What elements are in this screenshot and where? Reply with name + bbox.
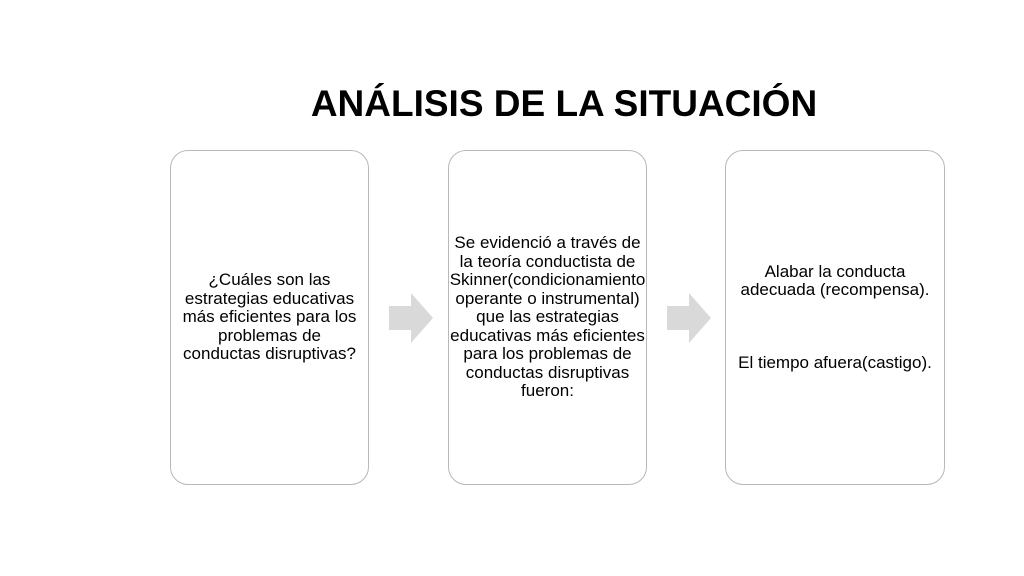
finding-box bbox=[448, 150, 647, 485]
question-text: ¿Cuáles son las estrategias educativas más eficientes para los problemas de conductas disruptivas? bbox=[182, 270, 357, 364]
right-arrow-icon bbox=[389, 293, 433, 343]
strategy-praise-text: Alabar la conducta adecuada (recompensa). bbox=[740, 261, 930, 300]
finding-text: Se evidenció a través de la teoría conductista de Skinner(condicionamiento operante o instrumental) que las estrategias educativas más eficientes para los problemas de conductas disruptivas fueron: bbox=[449, 233, 646, 401]
question-box bbox=[170, 150, 369, 485]
strategies-box bbox=[725, 150, 945, 485]
strategy-timeout-text: El tiempo afuera(castigo). bbox=[738, 352, 932, 372]
slide-title: ANÁLISIS DE LA SITUACIÓN bbox=[310, 83, 818, 124]
right-arrow-icon bbox=[667, 293, 711, 343]
